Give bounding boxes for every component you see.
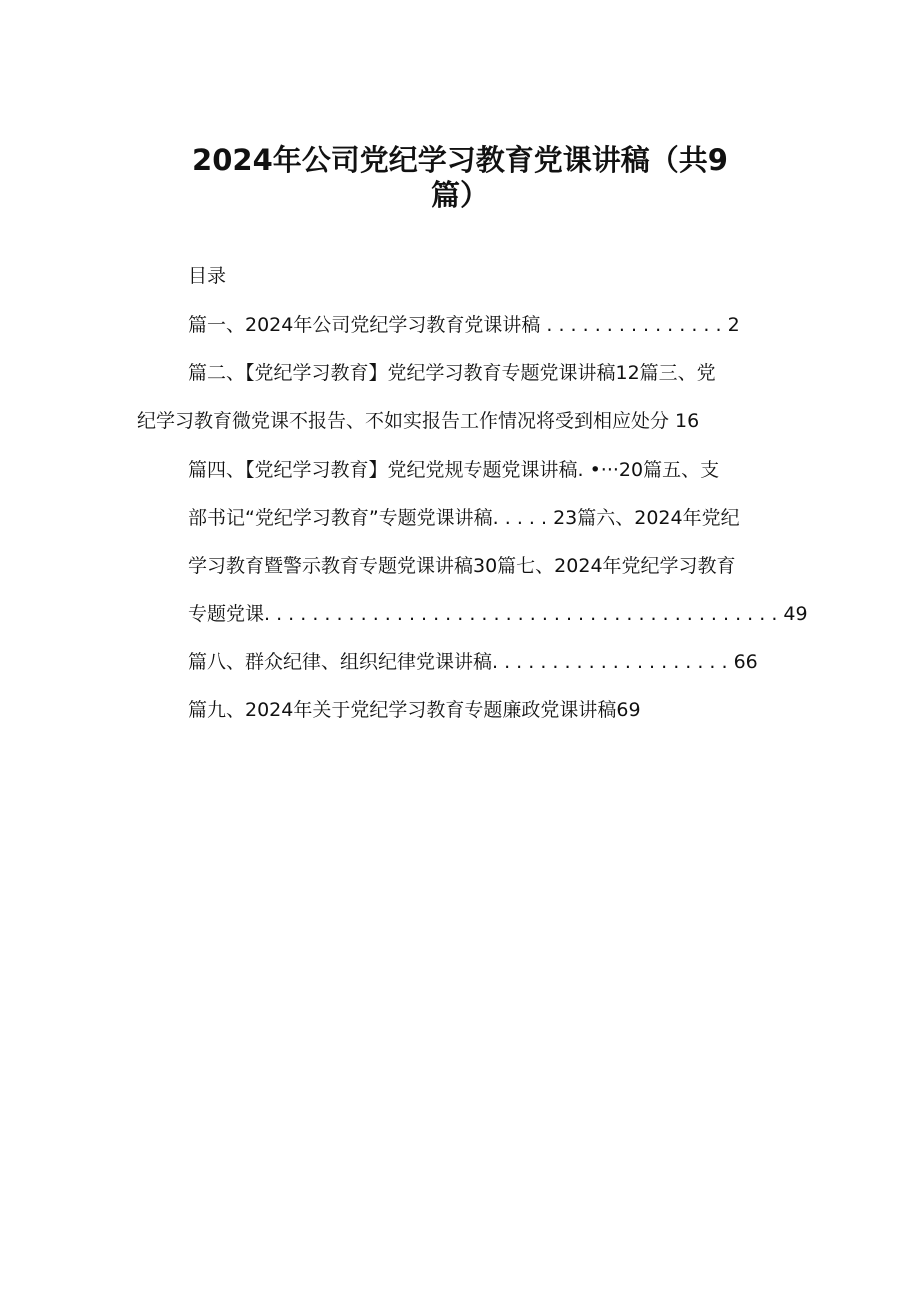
toc-entry-5[interactable]: 部书记“党纪学习教育”专题党课讲稿. . . . . 23篇六、2024年党纪 [188,507,740,529]
toc-entry-2[interactable]: 篇二、【党纪学习教育】党纪学习教育专题党课讲稿12篇三、党 [188,362,716,384]
toc-entry-6[interactable]: 学习教育暨警示教育专题党课讲稿30篇七、2024年党纪学习教育 [188,555,736,577]
toc-entry-3[interactable]: 纪学习教育微党课不报告、不如实报告工作情况将受到相应处分 16 [137,410,700,432]
toc-entry-1[interactable]: 篇一、2024年公司党纪学习教育党课讲稿 . . . . . . . . . . . . . . . 2 [188,314,740,336]
toc-entry-7[interactable]: 专题党课. . . . . . . . . . . . . . . . . . . . . . . . . . . . . . . . . . . . . . . . . . . 49 [188,603,808,625]
toc-entry-9[interactable]: 篇九、2024年关于党纪学习教育专题廉政党课讲稿69 [188,699,641,721]
toc-entry-8[interactable]: 篇八、群众纪律、组织纪律党课讲稿. . . . . . . . . . . . . . . . . . . . 66 [188,651,758,673]
toc-entry-4[interactable]: 篇四、【党纪学习教育】党纪党规专题党课讲稿. •···20篇五、支 [188,459,720,481]
toc-heading: 目录 [188,265,227,287]
document-title-line-2: 篇） [430,178,489,212]
document-title-line-1: 2024年公司党纪学习教育党课讲稿（共9 [192,143,728,177]
